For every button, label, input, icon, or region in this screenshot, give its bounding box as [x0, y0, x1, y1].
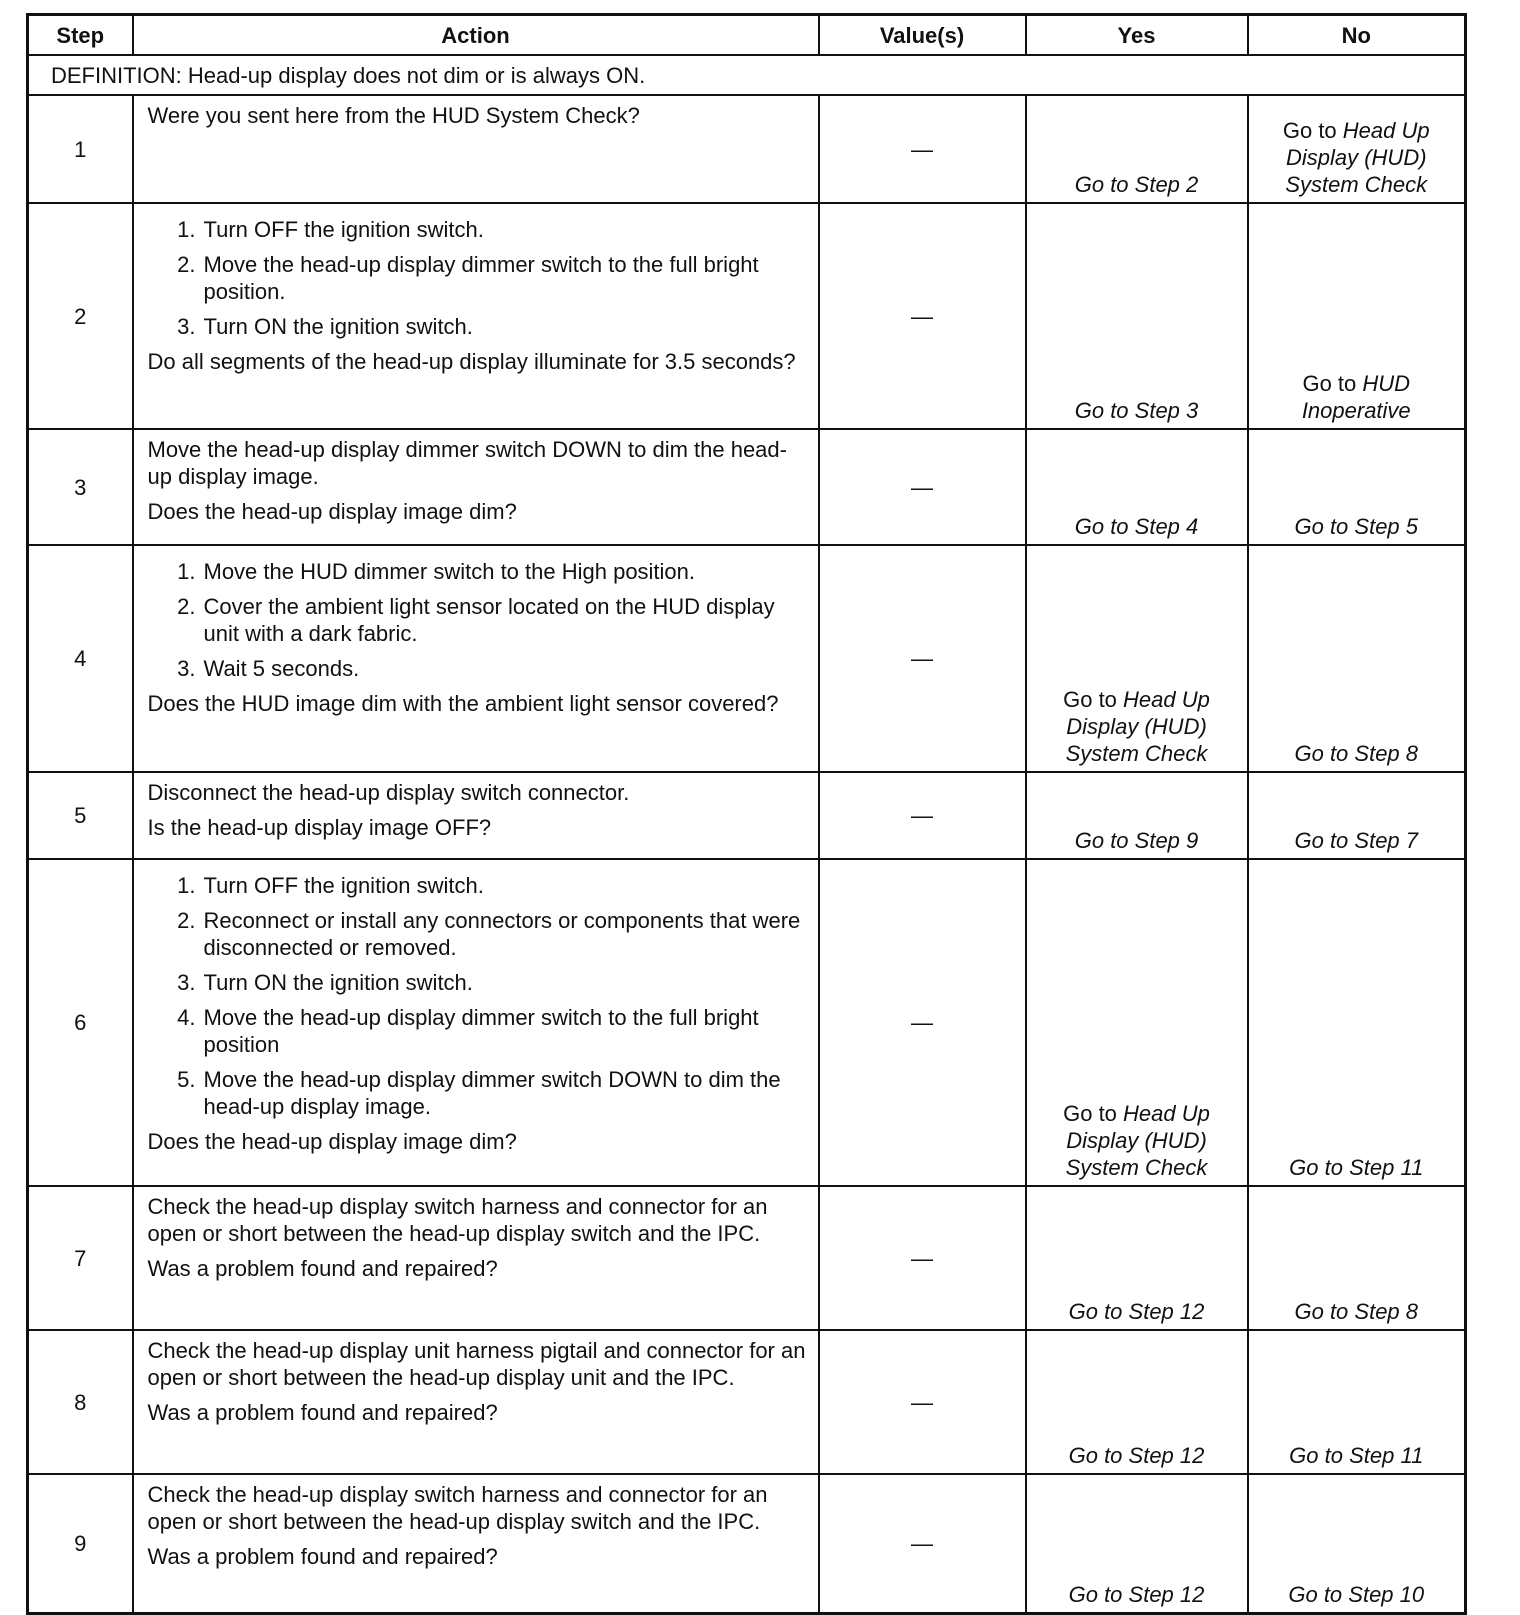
- action-question: Is the head-up display image OFF?: [147, 815, 492, 840]
- table-row: [28, 1474, 1466, 1614]
- no-link[interactable]: Go to Step 10: [1288, 1582, 1425, 1607]
- action-cell: [133, 545, 819, 772]
- step-number: 6: [28, 859, 133, 1186]
- step-number: 4: [28, 545, 133, 772]
- diagnostic-table: [26, 13, 1467, 1615]
- step-number: 5: [28, 772, 133, 859]
- value-dash: —: [911, 303, 933, 329]
- yes-link[interactable]: Head Up Display (HUD) System Check: [1065, 1101, 1210, 1180]
- step-number: 3: [28, 429, 133, 545]
- yes-cell: [1026, 203, 1248, 429]
- value-cell: [819, 1330, 1026, 1474]
- yes-link[interactable]: Head Up Display (HUD) System Check: [1065, 687, 1210, 766]
- value-cell: [819, 545, 1026, 772]
- header-no: No: [1248, 15, 1466, 56]
- yes-link[interactable]: Go to Step 9: [1074, 828, 1199, 853]
- value-dash: —: [911, 1245, 933, 1271]
- action-list-item: 3. Turn ON the ignition switch.: [177, 314, 473, 339]
- header-step: Step: [28, 15, 133, 56]
- table-row: [28, 95, 1466, 203]
- header-yes: Yes: [1026, 15, 1248, 56]
- action-question: Was a problem found and repaired?: [147, 1256, 498, 1281]
- no-link[interactable]: Go to Step 8: [1294, 741, 1419, 766]
- value-dash: —: [911, 646, 933, 671]
- yes-link[interactable]: Go to Step 3: [1074, 398, 1199, 423]
- action-list-item: 1. Turn OFF the ignition switch.: [177, 873, 484, 898]
- step-number: 8: [28, 1330, 133, 1474]
- action-list-item: 2. Cover the ambient light sensor located on the HUD display unit with a dark fabric.: [177, 594, 775, 646]
- no-cell: [1248, 1474, 1466, 1614]
- no-plain: Go to: [1282, 118, 1343, 143]
- action-cell: [133, 1474, 819, 1614]
- table-row: [28, 772, 1466, 859]
- no-link[interactable]: Go to Step 7: [1294, 828, 1419, 853]
- action-text: Move the head-up display dimmer switch DOWN to dim the head-up display image.: [147, 437, 787, 489]
- no-link[interactable]: Go to Step 5: [1294, 514, 1419, 539]
- yes-link[interactable]: Go to Step 2: [1074, 172, 1199, 197]
- action-list-item: 4. Move the head-up display dimmer switch to the full bright position: [177, 1005, 759, 1057]
- action-text: Were you sent here from the HUD System Check?: [147, 103, 640, 128]
- action-list-item: 5. Move the head-up display dimmer switch DOWN to dim the head-up display image.: [177, 1067, 781, 1119]
- action-cell: [133, 1186, 819, 1330]
- no-link[interactable]: Head Up Display (HUD) System Check: [1285, 118, 1430, 197]
- action-list-item: 1. Turn OFF the ignition switch.: [177, 217, 484, 242]
- action-cell: [133, 772, 819, 859]
- table-row: [28, 1186, 1466, 1330]
- no-cell: [1248, 772, 1466, 859]
- action-list-item: 2. Move the head-up display dimmer switch to the full bright position.: [177, 252, 759, 304]
- action-list-item: 3. Wait 5 seconds.: [177, 656, 360, 681]
- value-cell: [819, 429, 1026, 545]
- step-number: 9: [28, 1474, 133, 1614]
- step-number: 7: [28, 1186, 133, 1330]
- yes-cell: [1026, 545, 1248, 772]
- action-question: Does the head-up display image dim?: [147, 499, 517, 524]
- table-row: [28, 203, 1466, 429]
- header-row: [28, 15, 1466, 56]
- value-dash: —: [911, 803, 933, 828]
- action-cell: [133, 1330, 819, 1474]
- yes-link[interactable]: Go to Step 12: [1068, 1582, 1205, 1607]
- action-question: Does the head-up display image dim?: [147, 1129, 517, 1154]
- yes-cell: [1026, 1474, 1248, 1614]
- no-link[interactable]: Go to Step 11: [1289, 1443, 1424, 1468]
- step-number: 1: [28, 95, 133, 203]
- yes-plain: Go to: [1063, 1101, 1124, 1126]
- table-row: [28, 1330, 1466, 1474]
- no-plain: Go to: [1302, 371, 1363, 396]
- definition-row: [28, 55, 1466, 95]
- yes-cell: [1026, 1330, 1248, 1474]
- no-cell: [1248, 203, 1466, 429]
- yes-link[interactable]: Go to Step 12: [1068, 1299, 1205, 1324]
- no-cell: [1248, 429, 1466, 545]
- no-cell: [1248, 95, 1466, 203]
- value-dash: —: [911, 1010, 933, 1035]
- no-link[interactable]: HUD Inoperative: [1301, 371, 1411, 423]
- action-list-item: 1. Move the HUD dimmer switch to the High position.: [177, 559, 696, 584]
- header-action: Action: [133, 15, 819, 56]
- step-number: 2: [28, 203, 133, 429]
- action-question: Was a problem found and repaired?: [147, 1544, 498, 1569]
- no-link[interactable]: Go to Step 11: [1289, 1155, 1424, 1180]
- action-cell: [133, 859, 819, 1186]
- value-cell: [819, 859, 1026, 1186]
- yes-cell: [1026, 95, 1248, 203]
- action-question: Do all segments of the head-up display illuminate for 3.5 seconds?: [147, 349, 796, 374]
- value-dash: —: [911, 136, 933, 162]
- yes-cell: [1026, 1186, 1248, 1330]
- action-text: Check the head-up display unit harness pigtail and connector for an open or short between the head-up display unit and the IPC.: [147, 1338, 806, 1390]
- table-row: [28, 859, 1466, 1186]
- yes-link[interactable]: Go to Step 12: [1068, 1443, 1205, 1468]
- action-list-item: 2. Reconnect or install any connectors or components that were disconnected or removed.: [177, 908, 801, 960]
- action-question: Does the HUD image dim with the ambient light sensor covered?: [147, 691, 779, 716]
- yes-cell: [1026, 772, 1248, 859]
- value-cell: [819, 1474, 1026, 1614]
- yes-cell: [1026, 859, 1248, 1186]
- yes-link[interactable]: Go to Step 4: [1074, 514, 1199, 539]
- header-values: Value(s): [819, 15, 1026, 56]
- value-cell: [819, 772, 1026, 859]
- action-cell: [133, 429, 819, 545]
- action-question: Was a problem found and repaired?: [147, 1400, 498, 1425]
- definition-text: DEFINITION: Head-up display does not dim or is always ON.: [28, 55, 1466, 95]
- action-cell: [133, 203, 819, 429]
- action-text: Check the head-up display switch harness and connector for an open or short between the head-up display switch and the IPC.: [147, 1482, 768, 1534]
- no-cell: [1248, 859, 1466, 1186]
- action-list-item: 3. Turn ON the ignition switch.: [177, 970, 473, 995]
- no-cell: [1248, 545, 1466, 772]
- no-link[interactable]: Go to Step 8: [1294, 1299, 1419, 1324]
- no-cell: [1248, 1330, 1466, 1474]
- action-cell: [133, 95, 819, 203]
- action-text: Check the head-up display switch harness and connector for an open or short between the head-up display switch and the IPC.: [147, 1194, 768, 1246]
- table-row: [28, 429, 1466, 545]
- action-text: Disconnect the head-up display switch connector.: [147, 780, 630, 805]
- yes-plain: Go to: [1063, 687, 1124, 712]
- value-cell: [819, 1186, 1026, 1330]
- table-row: [28, 545, 1466, 772]
- value-dash: —: [911, 1531, 933, 1556]
- no-cell: [1248, 1186, 1466, 1330]
- value-dash: —: [911, 1389, 933, 1415]
- value-cell: [819, 95, 1026, 203]
- value-cell: [819, 203, 1026, 429]
- value-dash: —: [911, 474, 933, 500]
- yes-cell: [1026, 429, 1248, 545]
